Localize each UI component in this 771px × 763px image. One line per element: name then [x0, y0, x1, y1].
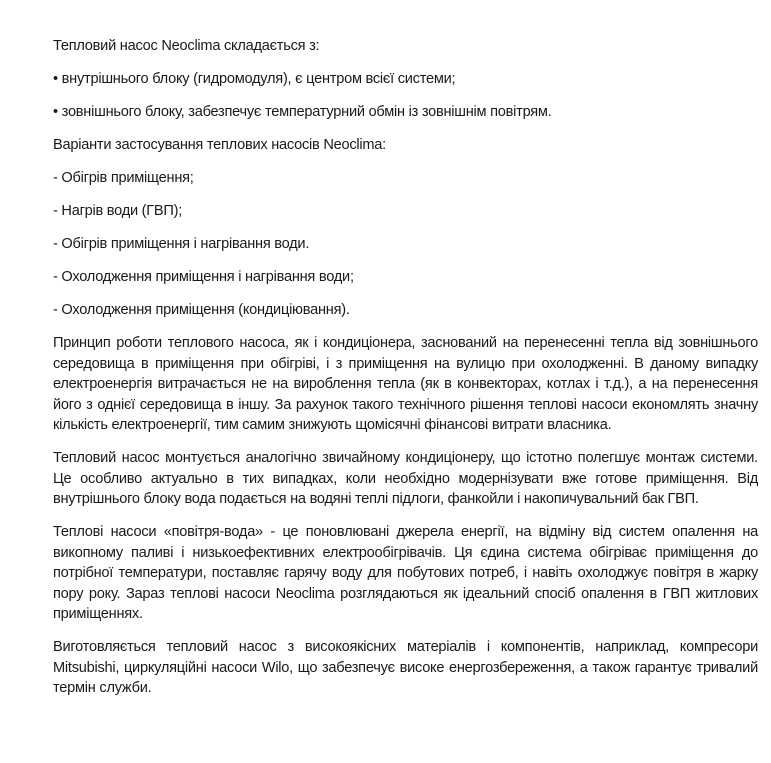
- dash-item: - Обігрів приміщення;: [53, 170, 194, 186]
- body-paragraph: Принцип роботи теплового насоса, як і кондиціонера, заснований на перенесенні тепла від зовнішнього середовища в приміщення при обігріві, і з приміщення на вулицю при охолодженні. В даному випадку електроенергія витрачається не на вироблення тепла (як в конвекторах, котлах і т.д.), а на перенесення його з однієї середовища в іншу. За рахунок такого технічного рішення теплові насоси економлять значну кількість електроенергії, тим самим знижують щомісячні фінансові витрати власника.: [53, 335, 758, 433]
- body-paragraph: Виготовляється тепловий насос з високоякісних матеріалів і компонентів, наприклад, компресори Mitsubishi, циркуляційні насоси Wilo, що забезпечує високе енергозбереження, а також гарантує тривалий термін служби.: [53, 639, 758, 696]
- dash-item: - Нагрів води (ГВП);: [53, 203, 183, 219]
- dash-item: - Охолодження приміщення і нагрівання води;: [53, 269, 354, 285]
- dash-item: - Обігрів приміщення і нагрівання води.: [53, 236, 310, 252]
- bullet-item: • зовнішнього блоку, забезпечує температурний обмін із зовнішнім повітрям.: [53, 104, 552, 120]
- bullet-item: • внутрішнього блоку (гидромодуля), є центром всієї системи;: [53, 71, 456, 87]
- intro-line: Тепловий насос Neoclima складається з:: [53, 38, 320, 54]
- body-paragraph: Теплові насоси «повітря-вода» - це поновлювані джерела енергії, на відміну від систем опалення на викопному паливі і низькоефективних електрообігрівачів. Ця єдина система обігріває приміщення до потрібної температури, поставляє гарячу воду для побутових потреб, і навіть охолоджує повітря в жарку пору року. Зараз теплові насоси Neoclima розглядаються як ідеальний спосіб опалення в ГВП житлових приміщеннях.: [53, 524, 758, 622]
- dash-item: - Охолодження приміщення (кондиціювання).: [53, 302, 350, 318]
- body-paragraph: Тепловий насос монтується аналогічно звичайному кондиціонеру, що істотно полегшує монтаж системи. Це особливо актуально в тих випадках, коли необхідно модернізувати вже готове приміщення. Від внутрішнього блоку вода подається на водяні теплі підлоги, фанкойли і накопичувальний бак ГВП.: [53, 450, 758, 507]
- intro-line: Варіанти застосування теплових насосів Neoclima:: [53, 137, 386, 153]
